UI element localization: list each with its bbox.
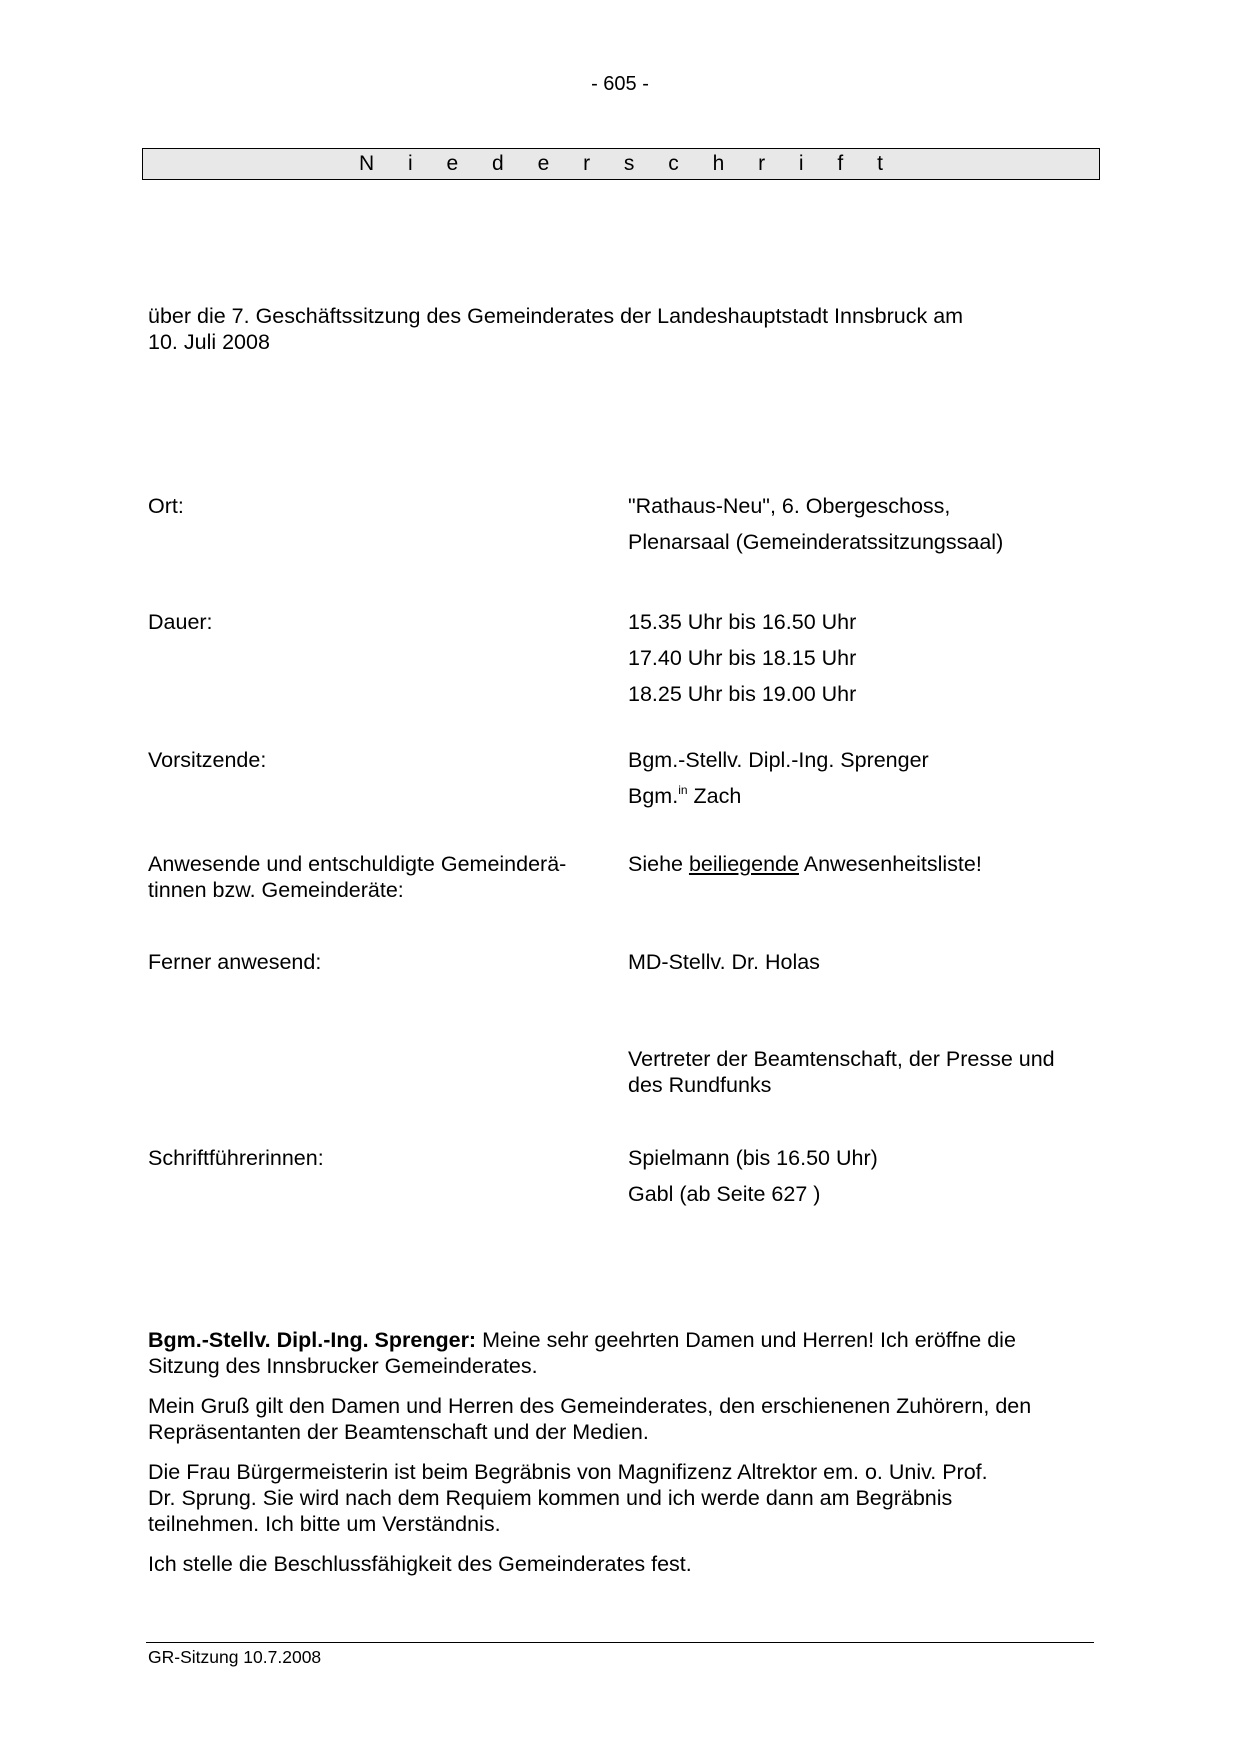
vorsitzende-title-superscript: in <box>678 782 688 797</box>
vorsitzende-value-line-1: Bgm.-Stellv. Dipl.-Ing. Sprenger <box>628 748 929 772</box>
speech-p2-line-1: Mein Gruß gilt den Damen und Herren des Gemeinderates, den erschienenen Zuhörern, den <box>148 1394 1032 1418</box>
dauer-value-line-3: 18.25 Uhr bis 19.00 Uhr <box>628 681 857 706</box>
ort-value-line-2: Plenarsaal (Gemeinderatssitzungssaal) <box>628 529 1004 554</box>
dauer-value-line-2: 17.40 Uhr bis 18.15 Uhr <box>628 645 857 670</box>
schriftfuehrer-label: Schriftführerinnen: <box>148 1146 324 1170</box>
vorsitzende-name: Zach <box>687 783 742 808</box>
page-number: - 605 - <box>591 73 649 95</box>
speech-paragraph-4: Ich stelle die Beschlussfähigkeit des Gemeinderates fest. <box>148 1552 692 1576</box>
anwesende-value-suffix: Anwesenheitsliste! <box>798 852 982 876</box>
speech-p2-line-2: Repräsentanten der Beamtenschaft und der Medien. <box>148 1419 649 1444</box>
ort-value <box>628 494 1108 556</box>
anwesende-value-underlined: beiliegende <box>688 852 799 876</box>
speaker-name: Bgm.-Stellv. Dipl.-Ing. Sprenger: <box>148 1328 477 1352</box>
anwesende-label <box>148 852 618 904</box>
footer-text: GR-Sitzung 10.7.2008 <box>148 1647 322 1667</box>
vorsitzende-label: Vorsitzende: <box>148 748 267 772</box>
schriftfuehrer-value <box>628 1146 1108 1208</box>
ferner-value-2 <box>628 1047 1108 1099</box>
anwesende-label-line-1: Anwesende und entschuldigte Gemeinderä- <box>148 852 567 876</box>
intro-text <box>148 304 1068 356</box>
intro-line-2: 10. Juli 2008 <box>148 329 270 354</box>
ferner-value-1: MD-Stellv. Dr. Holas <box>628 950 820 974</box>
speech-p1-line-1: Meine sehr geehrten Damen und Herren! Ich eröffne die <box>476 1328 1016 1352</box>
speech-p3-line-2: Dr. Sprung. Sie wird nach dem Requiem kommen und ich werde dann am Begräbnis <box>148 1485 953 1510</box>
vorsitzende-title-prefix: Bgm. <box>628 783 679 808</box>
document-title-box <box>142 148 1100 180</box>
anwesende-value <box>628 852 1108 878</box>
intro-line-1: über die 7. Geschäftssitzung des Gemeinderates der Landeshauptstadt Innsbruck am <box>148 304 964 328</box>
schriftfuehrer-value-line-2: Gabl (ab Seite 627 ) <box>628 1181 821 1206</box>
speech-paragraph-2 <box>148 1394 1108 1446</box>
vorsitzende-value <box>628 748 1108 810</box>
speech-p3-line-1: Die Frau Bürgermeisterin ist beim Begräbnis von Magnifizenz Altrektor em. o. Univ. Prof. <box>148 1460 988 1484</box>
dauer-label: Dauer: <box>148 610 213 634</box>
dauer-value-line-1: 15.35 Uhr bis 16.50 Uhr <box>628 610 857 634</box>
anwesende-label-line-2: tinnen bzw. Gemeinderäte: <box>148 877 404 902</box>
footer-divider <box>146 1642 1094 1643</box>
speech-paragraph-3 <box>148 1460 1108 1537</box>
ort-value-line-1: "Rathaus-Neu", 6. Obergeschoss, <box>628 494 951 518</box>
ferner-label: Ferner anwesend: <box>148 950 322 974</box>
ferner-value-2-line-1: Vertreter der Beamtenschaft, der Presse und <box>628 1047 1055 1071</box>
dauer-value <box>628 610 1108 707</box>
anwesende-value-prefix: Siehe <box>628 852 689 876</box>
speech-p3-line-3: teilnehmen. Ich bitte um Verständnis. <box>148 1511 501 1536</box>
vorsitzende-value-line-2 <box>628 784 1108 810</box>
document-title: N i e d e r s c h r i f t <box>359 152 897 176</box>
speech-paragraph-1 <box>148 1328 1108 1380</box>
ort-label: Ort: <box>148 494 184 518</box>
ferner-value-2-line-2: des Rundfunks <box>628 1072 772 1097</box>
speech-p1-line-2: Sitzung des Innsbrucker Gemeinderates. <box>148 1353 538 1378</box>
schriftfuehrer-value-line-1: Spielmann (bis 16.50 Uhr) <box>628 1146 878 1170</box>
